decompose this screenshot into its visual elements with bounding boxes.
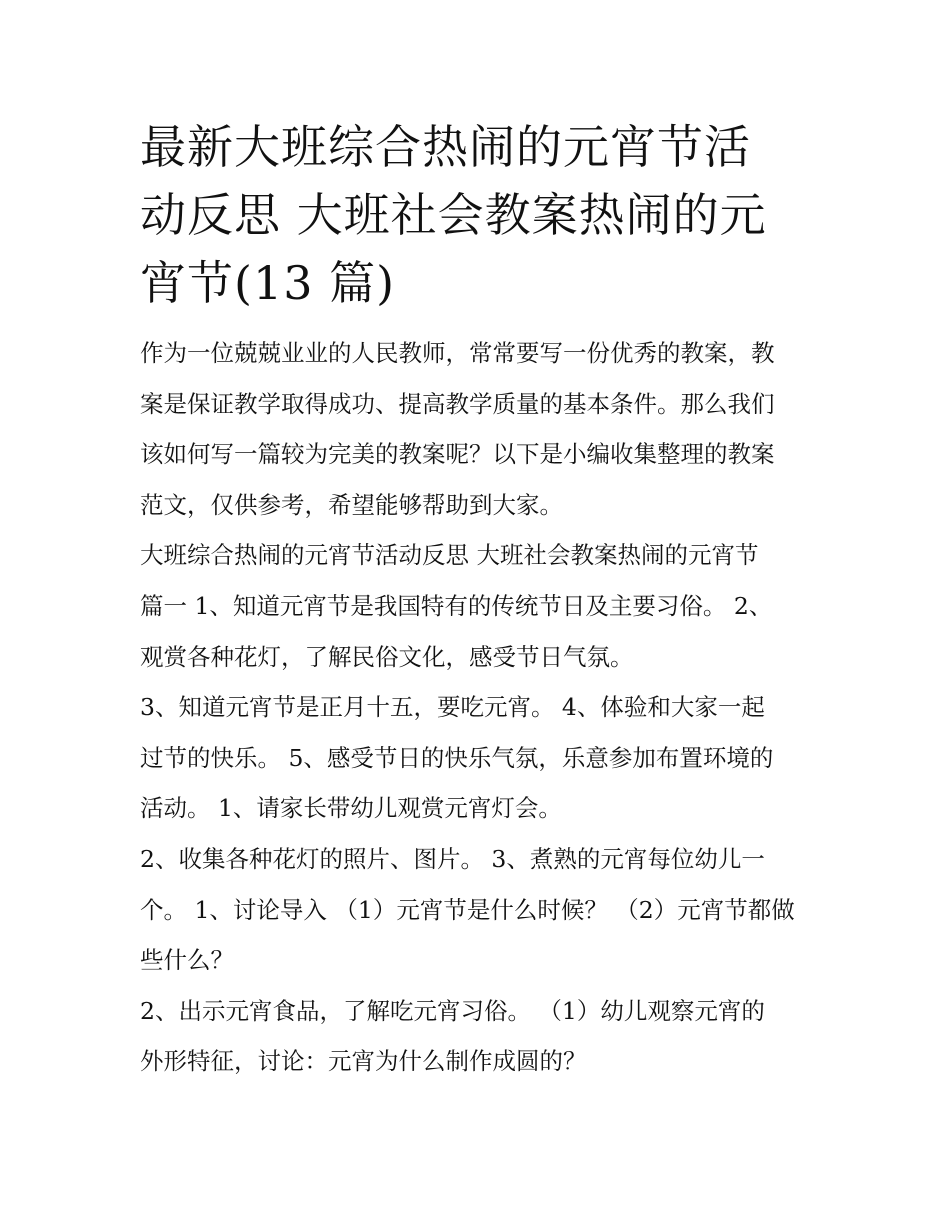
body-paragraph (140, 986, 815, 1087)
text-line: 该如何写一篇较为完美的教案呢？以下是小编收集整理的教案 (140, 440, 775, 469)
text-line: 活动。 1、请家长带幼儿观赏元宵灯会。 (140, 794, 562, 823)
title-line: 宵节(13 篇) (140, 256, 396, 310)
text-line: 2、收集各种花灯的照片、图片。 3、煮熟的元宵每位幼儿一 (140, 844, 765, 873)
title-line: 最新大班综合热闹的元宵节活 (140, 120, 751, 174)
document-page (140, 116, 815, 1087)
text-line: 3、知道元宵节是正月十五，要吃元宵。 4、体验和大家一起 (140, 693, 765, 722)
title-line: 动反思 大班社会教案热闹的元 (140, 188, 767, 242)
text-line: 观赏各种花灯，了解民俗文化，感受节日气氛。 (140, 642, 634, 671)
text-line: 个。 1、讨论导入 （1）元宵节是什么时候？ （2）元宵节都做 (140, 895, 795, 924)
text-line: 2、出示元宵食品，了解吃元宵习俗。 （1）幼儿观察元宵的 (140, 996, 765, 1025)
text-line: 过节的快乐。 5、感受节日的快乐气氛，乐意参加布置环境的 (140, 743, 774, 772)
body-paragraph (140, 834, 815, 986)
text-line: 大班综合热闹的元宵节活动反思 大班社会教案热闹的元宵节 (140, 541, 759, 570)
intro-paragraph (140, 328, 815, 530)
document-title (140, 116, 815, 314)
text-line: 篇一 1、知道元宵节是我国特有的传统节日及主要习俗。 2、 (140, 591, 773, 620)
text-line: 范文，仅供参考，希望能够帮助到大家。 (140, 490, 563, 519)
text-line: 案是保证教学取得成功、提高教学质量的基本条件。那么我们 (140, 389, 775, 418)
text-line: 些什么？ (140, 946, 234, 975)
body-paragraph (140, 530, 815, 682)
body-paragraph (140, 682, 815, 834)
text-line: 外形特征，讨论：元宵为什么制作成圆的？ (140, 1047, 587, 1076)
text-line: 作为一位兢兢业业的人民教师，常常要写一份优秀的教案，教 (140, 339, 775, 367)
